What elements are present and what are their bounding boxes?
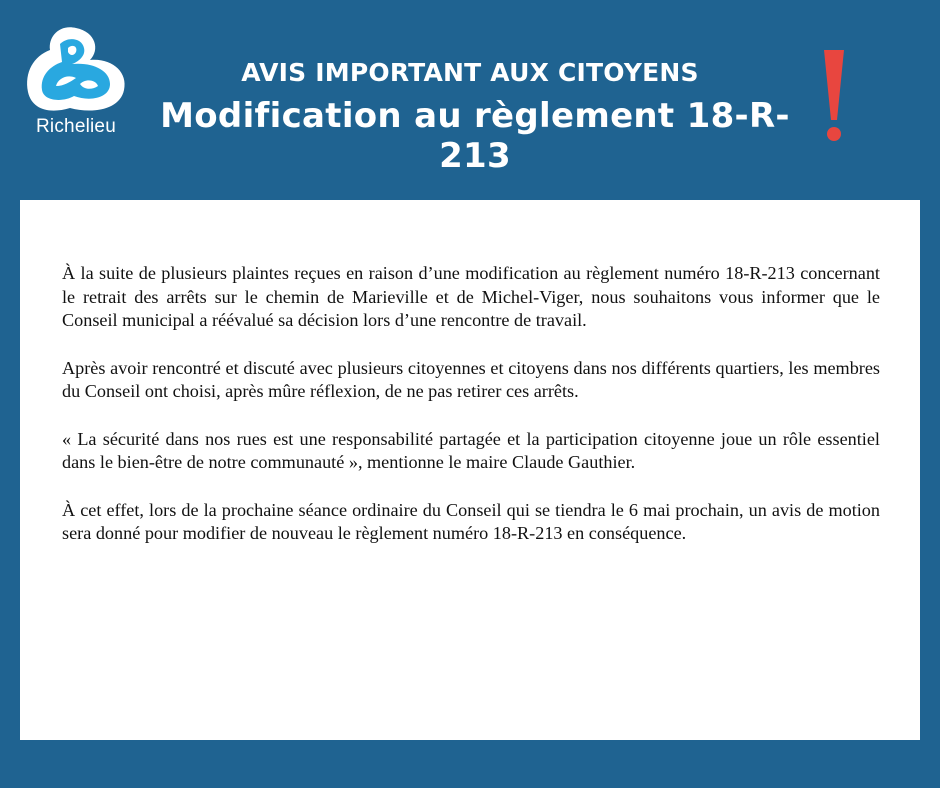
richelieu-logo-icon bbox=[20, 22, 132, 122]
notice-paragraph: « La sécurité dans nos rues est une responsabilité partagée et la participation citoyenne joue un rôle essentiel dans le bien-être de notre communauté », mentionne le maire Claude Gauthier. bbox=[62, 428, 880, 472]
notice-paragraph: Après avoir rencontré et discuté avec plusieurs citoyennes et citoyens dans nos différents quartiers, les membres du Conseil ont choisi, après mûre réflexion, de ne pas retirer ces arrêts. bbox=[62, 357, 880, 401]
richelieu-logo bbox=[20, 22, 132, 140]
notice-paragraph: À cet effet, lors de la prochaine séance ordinaire du Conseil qui se tiendra le 6 mai prochain, un avis de motion sera donné pour modifier de nouveau le règlement numéro 18-R-213 en conséquence. bbox=[62, 499, 880, 543]
notice-paragraph: À la suite de plusieurs plaintes reçues en raison d’une modification au règlement numéro 18-R-213 concernant le retrait des arrêts sur le chemin de Marieville et de Michel-Viger, nous souhaitons vous informer que le Conseil municipal a réévalué sa décision lors d’une rencontre de travail. bbox=[62, 263, 880, 330]
notice-heading: AVIS IMPORTANT AUX CITOYENS bbox=[241, 58, 699, 87]
notice-title: Modification au règlement 18-R-213 bbox=[160, 96, 790, 176]
notice-panel bbox=[20, 200, 920, 740]
logo-text: Richelieu bbox=[36, 116, 116, 137]
notice-body bbox=[62, 262, 880, 570]
exclamation-icon bbox=[820, 48, 848, 148]
